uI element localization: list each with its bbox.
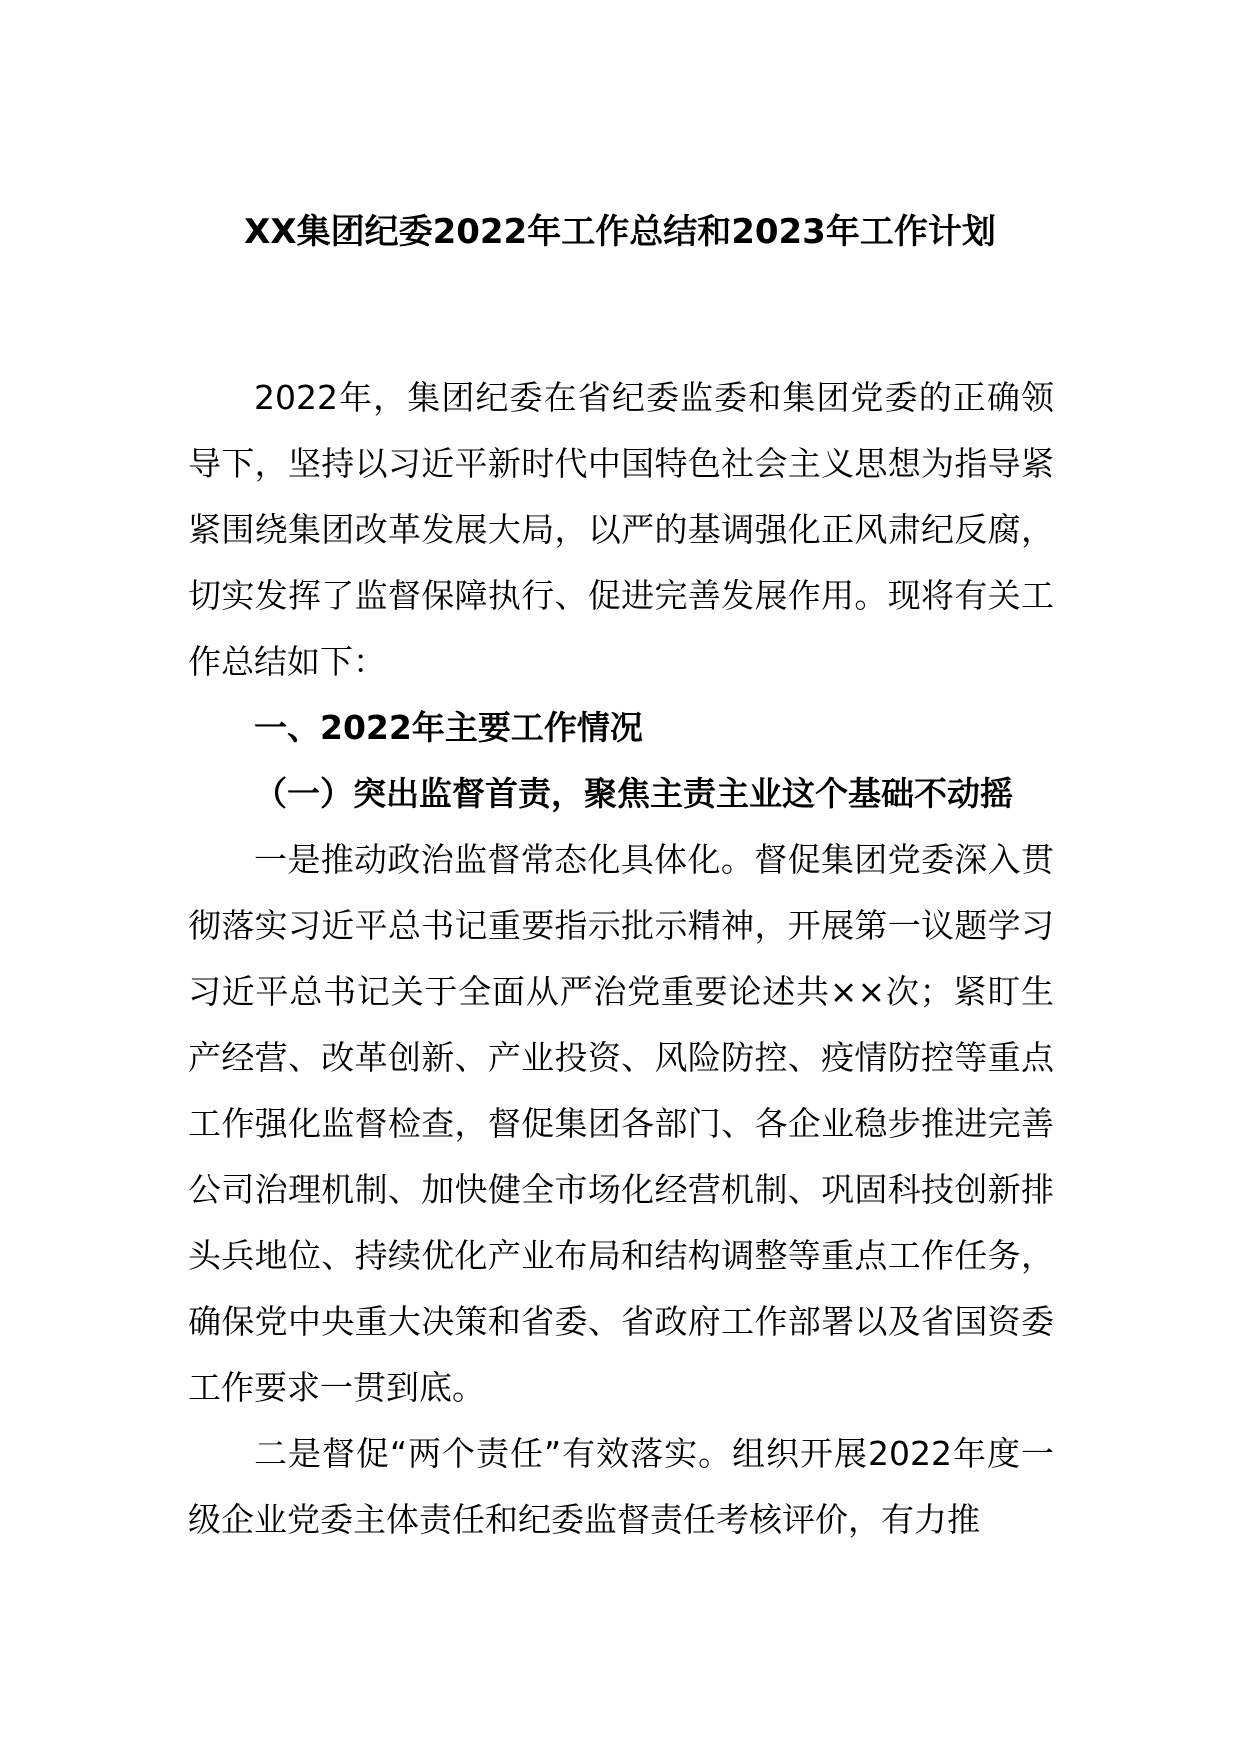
document-body [188,365,1054,1553]
paragraph-two-responsibilities: 二是督促“两个责任”有效落实。组织开展2022年度一级企业党委主体责任和纪委监督责任考核评价，有力推 [188,1434,1054,1539]
intro-paragraph: 2022年，集团纪委在省纪委监委和集团党委的正确领导下，坚持以习近平新时代中国特色社会主义思想为指导紧紧围绕集团改革发展大局，以严的基调强化正风肃纪反腐，切实发挥了监督保障执行、促进完善发展作用。现将有关工作总结如下： [188,378,1054,681]
paragraph-political-supervision: 一是推动政治监督常态化具体化。督促集团党委深入贯彻落实习近平总书记重要指示批示精神，开展第一议题学习习近平总书记关于全面从严治党重要论述共××次；紧盯生产经营、改革创新、产业投资、风险防控、疫情防控等重点工作强化监督检查，督促集团各部门、各企业稳步推进完善公司治理机制、加快健全市场化经营机制、巩固科技创新排头兵地位、持续优化产业布局和结构调整等重点工作任务，确保党中央重大决策和省委、省政府工作部署以及省国资委工作要求一贯到底。 [188,840,1054,1407]
subsection-heading-1: （一）突出监督首责，聚焦主责主业这个基础不动摇 [254,774,1013,813]
document-title: XX集团纪委2022年工作总结和2023年工作计划 [244,212,996,252]
section-heading-1: 一、2022年主要工作情况 [254,708,643,747]
